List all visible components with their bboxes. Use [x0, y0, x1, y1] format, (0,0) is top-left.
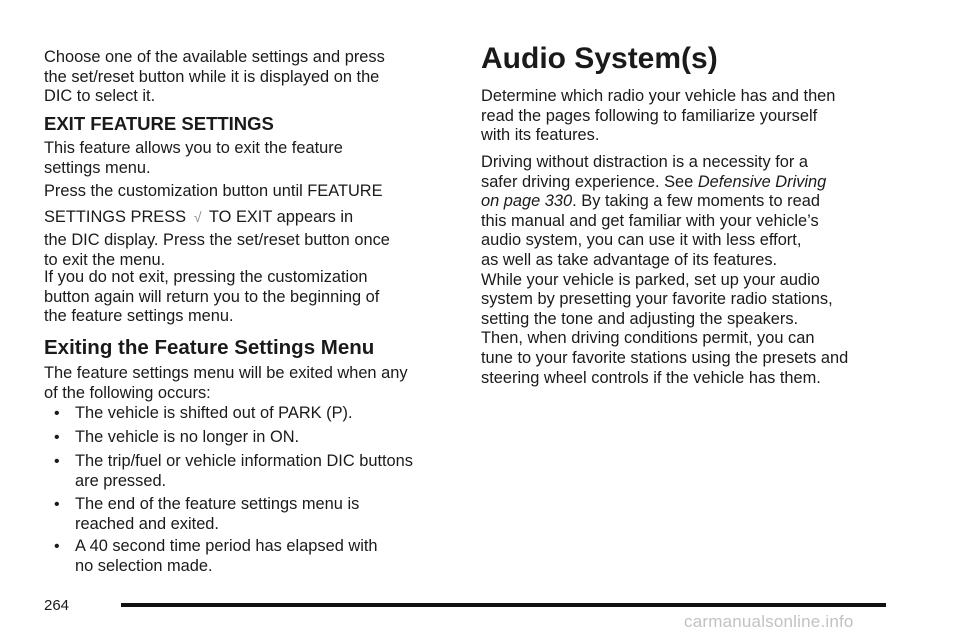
bullet-icon: •	[54, 453, 60, 470]
text-line: the feature settings menu.	[44, 307, 234, 326]
text-line: button again will return you to the beginning of	[44, 287, 380, 306]
exit-feature-settings-heading: EXIT FEATURE SETTINGS	[44, 113, 274, 134]
text-line	[481, 173, 911, 193]
text-line: read the pages following to familiarize yourself	[481, 106, 818, 125]
text-line: of the following occurs:	[44, 383, 211, 402]
text-line: reached and exited.	[75, 514, 219, 533]
bullet-item	[54, 537, 454, 576]
bullet-item	[54, 404, 454, 424]
text-fragment: safer driving experience. See	[481, 172, 698, 191]
bullet-item	[54, 452, 454, 491]
text-line: This feature allows you to exit the feature	[44, 139, 343, 157]
text-line	[481, 192, 911, 212]
audio-paragraph-2	[481, 153, 911, 388]
page-reference[interactable]: on page 330	[481, 192, 573, 211]
exiting-intro-paragraph	[44, 364, 454, 403]
text-line: this manual and get familiar with your vehicle’s	[481, 211, 819, 230]
bullet-icon: •	[54, 538, 60, 555]
check-mark-icon: √	[193, 208, 202, 225]
text-line: the DIC display. Press the set/reset button once	[44, 231, 390, 250]
text-line: the set/reset button while it is displayed on the	[44, 67, 380, 86]
text-line: Determine which radio your vehicle has and then	[481, 87, 836, 105]
text-line: The vehicle is no longer in ON.	[75, 428, 300, 446]
page-number: 264	[44, 597, 70, 614]
watermark: carmanualsonline.info	[684, 612, 854, 631]
text-line: with its features.	[481, 126, 600, 145]
text-line: audio system, you can use it with less effort,	[481, 231, 802, 250]
text-line: If you do not exit, pressing the customization	[44, 268, 368, 286]
text-line: steering wheel controls if the vehicle has them.	[481, 368, 821, 387]
text-line: Choose one of the available settings and press	[44, 48, 385, 66]
text-line: The end of the feature settings menu is	[75, 495, 360, 513]
text-fragment: SETTINGS PRESS	[44, 207, 187, 226]
text-line: The feature settings menu will be exited when any	[44, 364, 408, 382]
text-line: Driving without distraction is a necessity for a	[481, 153, 809, 171]
exiting-menu-heading: Exiting the Feature Settings Menu	[44, 336, 375, 359]
footer-rule	[121, 603, 886, 607]
text-line: The vehicle is shifted out of PARK (P).	[75, 404, 353, 422]
text-line: DIC to select it.	[44, 87, 156, 106]
text-line: are pressed.	[75, 471, 167, 490]
text-line-with-check	[44, 208, 454, 228]
bullet-item	[54, 495, 454, 534]
text-line: system by presetting your favorite radio stations,	[481, 290, 833, 309]
audio-system-heading: Audio System(s)	[481, 42, 718, 75]
bullet-icon: •	[54, 496, 60, 513]
text-line: to exit the menu.	[44, 250, 166, 269]
bullet-icon: •	[54, 405, 60, 422]
text-line: The trip/fuel or vehicle information DIC buttons	[75, 452, 413, 470]
exit-paragraph-1	[44, 139, 454, 178]
text-line: Then, when driving conditions permit, you can	[481, 329, 815, 348]
exit-paragraph-3	[44, 268, 454, 327]
bullet-icon: •	[54, 429, 60, 446]
text-line: setting the tone and adjusting the speakers.	[481, 309, 799, 328]
text-line: While your vehicle is parked, set up your audio	[481, 270, 820, 289]
bullet-item	[54, 428, 454, 448]
text-line: settings menu.	[44, 158, 151, 177]
text-line: as well as take advantage of its features.	[481, 250, 778, 269]
text-line: Press the customization button until FEATURE	[44, 182, 383, 200]
intro-paragraph	[44, 48, 454, 107]
text-fragment: TO EXIT appears in	[208, 207, 354, 226]
text-line: no selection made.	[75, 556, 213, 575]
text-fragment: . By taking a few moments to read	[572, 192, 820, 211]
audio-paragraph-1	[481, 87, 911, 146]
exit-paragraph-2	[44, 182, 454, 270]
text-line: A 40 second time period has elapsed with	[75, 537, 378, 555]
defensive-driving-reference[interactable]: Defensive Driving	[697, 172, 827, 191]
text-line: tune to your favorite stations using the presets and	[481, 348, 849, 367]
